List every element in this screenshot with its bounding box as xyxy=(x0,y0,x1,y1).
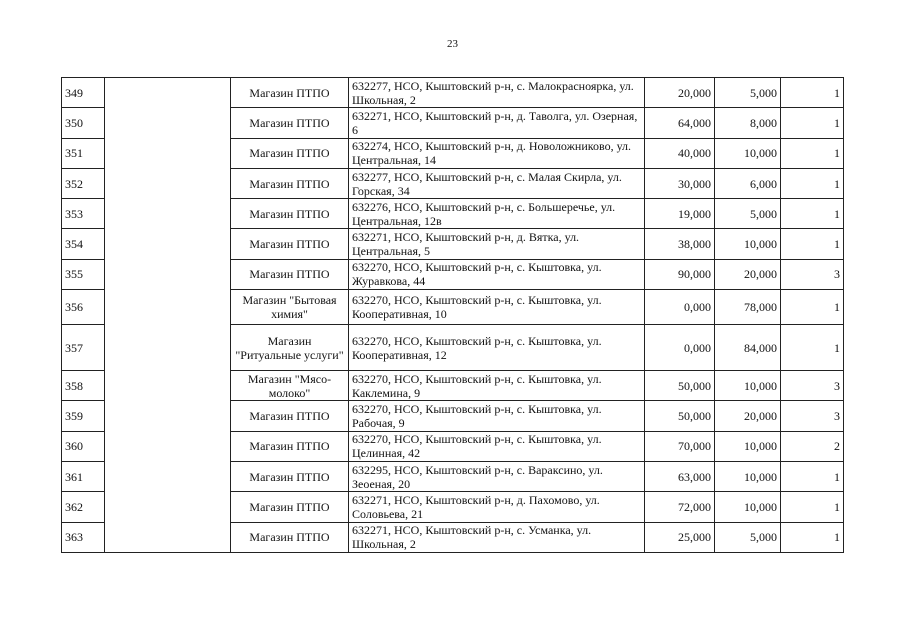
registry-table xyxy=(61,77,844,553)
object-address: 632270, НСО, Кыштовский р-н, с. Кыштовка, ул. Целинная, 42 xyxy=(349,431,645,461)
object-name: Магазин "Мясо-молоко" xyxy=(231,371,349,401)
value-2: 10,000 xyxy=(715,431,781,461)
merged-blank-cell xyxy=(105,78,231,553)
value-2: 5,000 xyxy=(715,199,781,229)
row-number: 358 xyxy=(62,371,105,401)
object-address: 632277, НСО, Кыштовский р-н, с. Малокрасноярка, ул. Школьная, 2 xyxy=(349,78,645,108)
value-1: 25,000 xyxy=(645,522,715,552)
object-name: Магазин ПТПО xyxy=(231,461,349,491)
value-3: 1 xyxy=(781,108,844,138)
row-number: 350 xyxy=(62,108,105,138)
value-3: 1 xyxy=(781,199,844,229)
value-3: 3 xyxy=(781,259,844,289)
object-address: 632270, НСО, Кыштовский р-н, с. Кыштовка, ул. Каклемина, 9 xyxy=(349,371,645,401)
value-3: 1 xyxy=(781,78,844,108)
value-1: 64,000 xyxy=(645,108,715,138)
value-1: 0,000 xyxy=(645,325,715,371)
object-name: Магазин ПТПО xyxy=(231,199,349,229)
object-address: 632271, НСО, Кыштовский р-н, д. Таволга, ул. Озерная, 6 xyxy=(349,108,645,138)
value-2: 8,000 xyxy=(715,108,781,138)
row-number: 357 xyxy=(62,325,105,371)
value-1: 72,000 xyxy=(645,492,715,522)
object-name: Магазин ПТПО xyxy=(231,108,349,138)
value-3: 1 xyxy=(781,229,844,259)
object-address: 632271, НСО, Кыштовский р-н, с. Усманка, ул. Школьная, 2 xyxy=(349,522,645,552)
row-number: 361 xyxy=(62,461,105,491)
value-2: 5,000 xyxy=(715,522,781,552)
row-number: 362 xyxy=(62,492,105,522)
object-address: 632270, НСО, Кыштовский р-н, с. Кыштовка, ул. Рабочая, 9 xyxy=(349,401,645,431)
row-number: 349 xyxy=(62,78,105,108)
row-number: 352 xyxy=(62,168,105,198)
value-1: 0,000 xyxy=(645,290,715,325)
value-2: 84,000 xyxy=(715,325,781,371)
object-address: 632277, НСО, Кыштовский р-н, с. Малая Скирла, ул. Горская, 34 xyxy=(349,168,645,198)
object-name: Магазин ПТПО xyxy=(231,259,349,289)
value-3: 1 xyxy=(781,522,844,552)
value-2: 20,000 xyxy=(715,259,781,289)
value-2: 10,000 xyxy=(715,229,781,259)
value-3: 1 xyxy=(781,461,844,491)
value-1: 50,000 xyxy=(645,371,715,401)
object-name: Магазин ПТПО xyxy=(231,229,349,259)
value-3: 1 xyxy=(781,492,844,522)
object-address: 632295, НСО, Кыштовский р-н, с. Вараксино, ул. Зеоеная, 20 xyxy=(349,461,645,491)
value-2: 6,000 xyxy=(715,168,781,198)
object-address: 632271, НСО, Кыштовский р-н, д. Пахомово, ул. Соловьева, 21 xyxy=(349,492,645,522)
value-3: 1 xyxy=(781,168,844,198)
value-1: 50,000 xyxy=(645,401,715,431)
value-3: 2 xyxy=(781,431,844,461)
value-3: 1 xyxy=(781,138,844,168)
value-2: 10,000 xyxy=(715,461,781,491)
object-address: 632276, НСО, Кыштовский р-н, с. Большеречье, ул. Центральная, 12в xyxy=(349,199,645,229)
object-address: 632274, НСО, Кыштовский р-н, д. Новоложниково, ул. Центральная, 14 xyxy=(349,138,645,168)
object-address: 632270, НСО, Кыштовский р-н, с. Кыштовка, ул. Журавкова, 44 xyxy=(349,259,645,289)
object-name: Магазин ПТПО xyxy=(231,522,349,552)
value-3: 1 xyxy=(781,325,844,371)
value-1: 30,000 xyxy=(645,168,715,198)
value-2: 20,000 xyxy=(715,401,781,431)
value-2: 5,000 xyxy=(715,78,781,108)
object-name: Магазин ПТПО xyxy=(231,401,349,431)
object-name: Магазин "Ритуальные услуги" xyxy=(231,325,349,371)
object-name: Магазин ПТПО xyxy=(231,78,349,108)
row-number: 356 xyxy=(62,290,105,325)
object-name: Магазин ПТПО xyxy=(231,138,349,168)
object-name: Магазин ПТПО xyxy=(231,492,349,522)
row-number: 360 xyxy=(62,431,105,461)
value-1: 19,000 xyxy=(645,199,715,229)
value-1: 63,000 xyxy=(645,461,715,491)
object-address: 632271, НСО, Кыштовский р-н, д. Вятка, ул. Центральная, 5 xyxy=(349,229,645,259)
value-1: 90,000 xyxy=(645,259,715,289)
page-number: 23 xyxy=(447,38,458,50)
value-2: 10,000 xyxy=(715,492,781,522)
value-1: 20,000 xyxy=(645,78,715,108)
object-name: Магазин ПТПО xyxy=(231,168,349,198)
table-body xyxy=(62,78,844,553)
row-number: 351 xyxy=(62,138,105,168)
row-number: 354 xyxy=(62,229,105,259)
value-1: 38,000 xyxy=(645,229,715,259)
value-3: 3 xyxy=(781,401,844,431)
object-name: Магазин "Бытовая химия" xyxy=(231,290,349,325)
value-2: 78,000 xyxy=(715,290,781,325)
object-address: 632270, НСО, Кыштовский р-н, с. Кыштовка, ул. Кооперативная, 10 xyxy=(349,290,645,325)
value-1: 70,000 xyxy=(645,431,715,461)
row-number: 353 xyxy=(62,199,105,229)
value-1: 40,000 xyxy=(645,138,715,168)
row-number: 355 xyxy=(62,259,105,289)
row-number: 363 xyxy=(62,522,105,552)
object-address: 632270, НСО, Кыштовский р-н, с. Кыштовка, ул. Кооперативная, 12 xyxy=(349,325,645,371)
value-3: 1 xyxy=(781,290,844,325)
row-number: 359 xyxy=(62,401,105,431)
value-3: 3 xyxy=(781,371,844,401)
value-2: 10,000 xyxy=(715,138,781,168)
table-row xyxy=(62,78,844,108)
value-2: 10,000 xyxy=(715,371,781,401)
object-name: Магазин ПТПО xyxy=(231,431,349,461)
